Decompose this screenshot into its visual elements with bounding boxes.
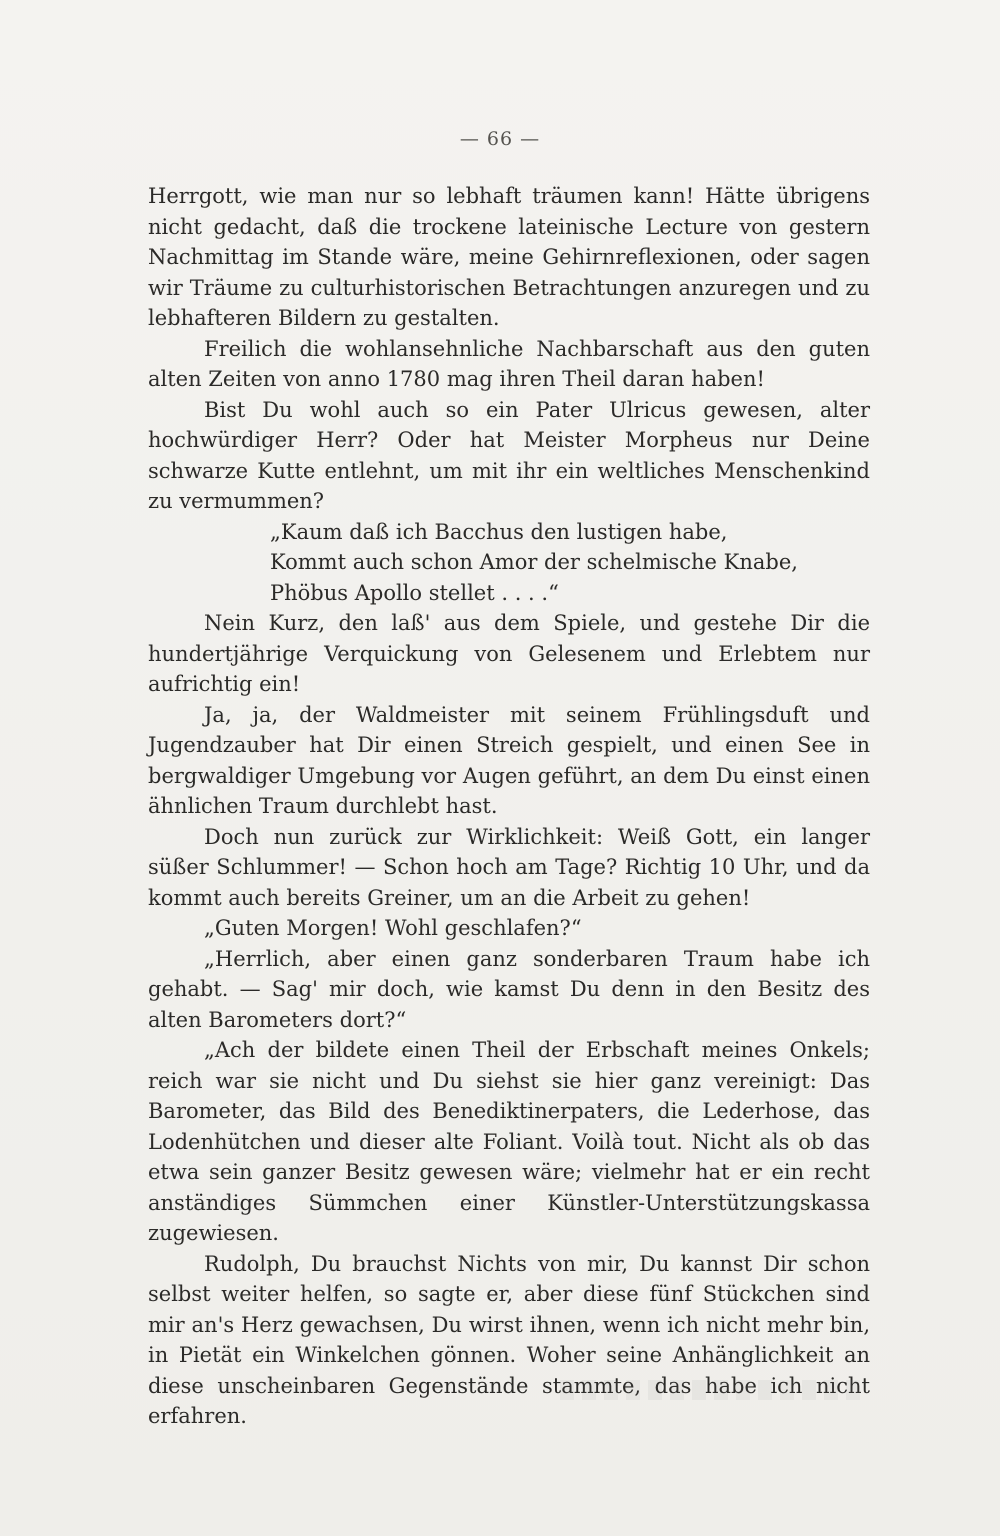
paragraph-5: Nein Kurz, den laß' aus dem Spiele, und gestehe Dir die hundertjährige Verquickung von Gelesenem und Erlebtem nur aufrichtig ein! [148, 611, 870, 696]
paragraph-8: „Guten Morgen! Wohl geschlafen?“ [204, 916, 582, 940]
paragraph-1: Herrgott, wie man nur so lebhaft träumen kann! Hätte übrigens nicht gedacht, daß die trockene lateinische Lecture von gestern Nachmittag im Stande wäre, meine Gehirnreflexionen, oder sagen wir Träume zu culturhistorischen Betrachtungen anzuregen und zu lebhafteren Bildern zu gestalten. [148, 184, 870, 330]
verse-quote [148, 517, 870, 609]
paragraph-7: Doch nun zurück zur Wirklichkeit: Weiß Gott, ein langer süßer Schlummer! — Schon hoch am Tage? Richtig 10 Uhr, und da kommt auch bereits Greiner, um an die Arbeit zu gehen! [148, 824, 870, 910]
verse-line-1: „Kaum daß ich Bacchus den lustigen habe, [270, 519, 728, 544]
page-number: — 66 — [459, 128, 541, 150]
paragraph-10: „Ach der bildete einen Theil der Erbschaft meines Onkels; reich war sie nicht und Du siehst sie hier ganz vereinigt: Das Barometer, das Bild des Benediktinerpaters, die Lederhose, das Lodenhütchen und dieser alte Foliant. Voilà tout. Nicht als ob das etwa sein ganzer Besitz gewesen wäre; vielmehr hat er ein recht anständiges Sümmchen einer Künstler-Unterstützungskassa zugewiesen. [148, 1038, 870, 1245]
paragraph-9: „Herrlich, aber einen ganz sonderbaren Traum habe ich gehabt. — Sag' mir doch, wie kamst Du denn in den Besitz des alten Barometers dort?“ [148, 946, 870, 1032]
body-text [148, 181, 870, 1432]
bleed-through-mark [560, 1380, 860, 1400]
paragraph-6: Ja, ja, der Waldmeister mit seinem Frühlingsduft und Jugendzauber hat Dir einen Streich gespielt, und einen See in bergwaldiger Umgebung vor Augen geführt, an dem Du einst einen ähnlichen Traum durchlebt hast. [148, 702, 870, 818]
verse-line-3: Phöbus Apollo stellet . . . .“ [270, 580, 559, 605]
paragraph-2: Freilich die wohlansehnliche Nachbarschaft aus den guten alten Zeiten von anno 1780 mag ihren Theil daran haben! [148, 336, 870, 391]
verse-line-2: Kommt auch schon Amor der schelmische Knabe, [270, 550, 798, 574]
paragraph-3: Bist Du wohl auch so ein Pater Ulricus gewesen, alter hochwürdiger Herr? Oder hat Meister Morpheus nur Deine schwarze Kutte entlehnt, um mit ihr ein weltliches Menschenkind zu vermummen? [148, 397, 870, 513]
paragraph-11: Rudolph, Du brauchst Nichts von mir, Du kannst Dir schon selbst weiter helfen, so sagte er, aber diese fünf Stückchen sind mir an's Herz gewachsen, Du wirst ihnen, wenn ich nicht mehr bin, in Pietät ein Winkelchen gönnen. Woher seine Anhänglichkeit an diese unscheinbaren Gegenstände stammte, das habe ich nicht erfahren. [148, 1251, 870, 1428]
